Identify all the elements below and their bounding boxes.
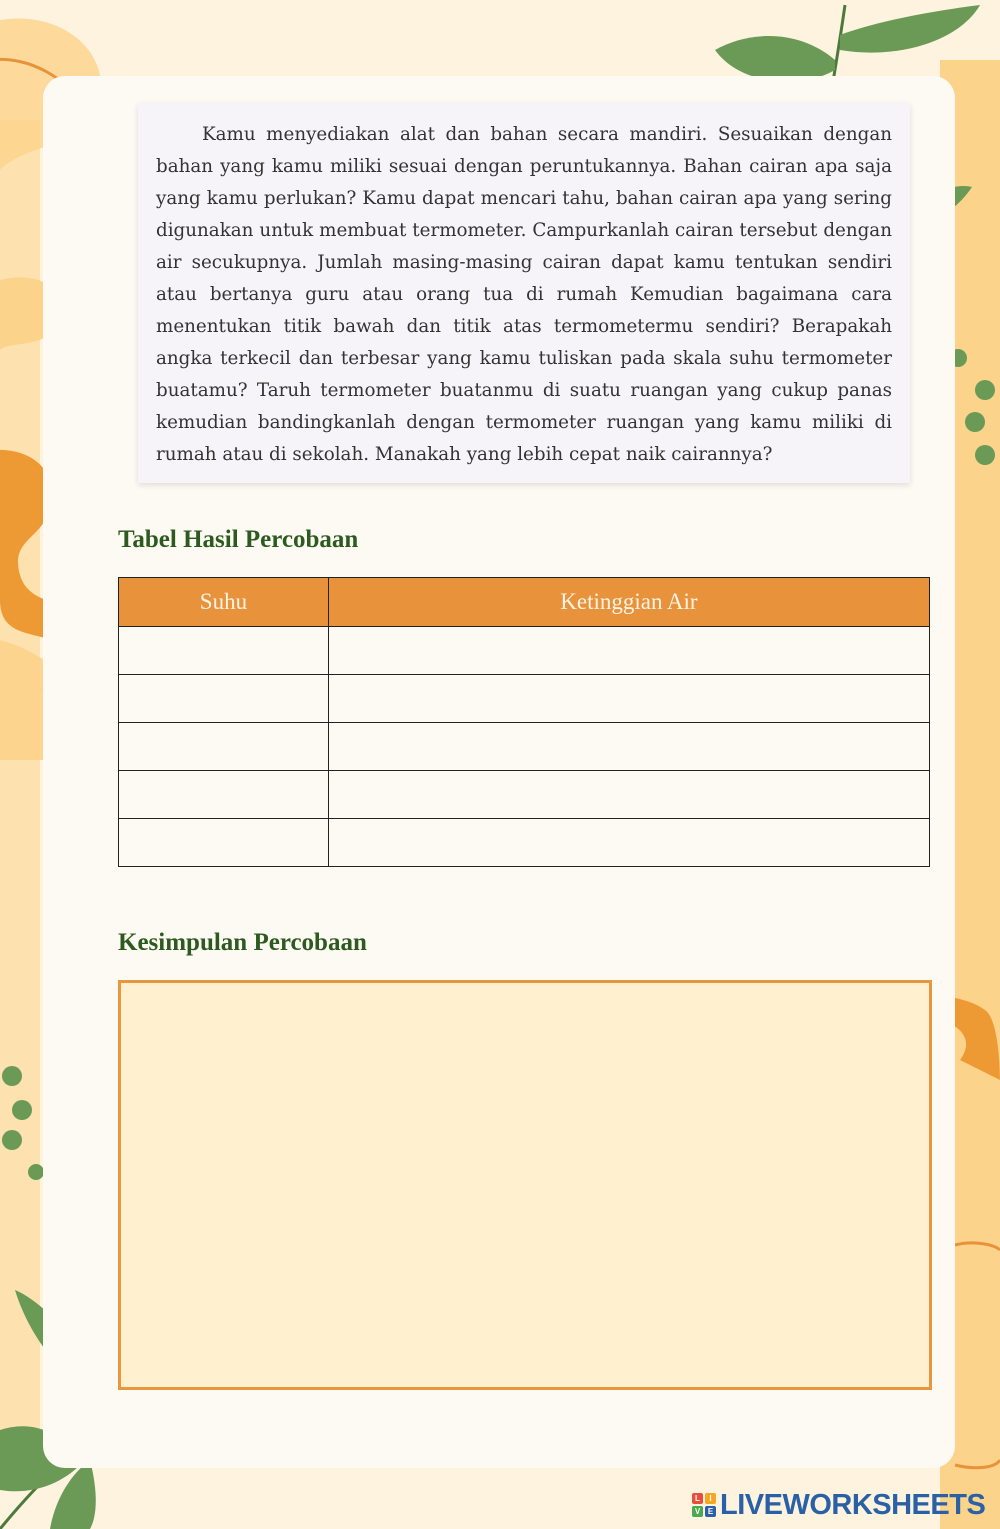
table-cell-ketinggian-air[interactable] xyxy=(328,675,929,723)
table-row xyxy=(119,819,930,867)
conclusion-answer-box[interactable] xyxy=(118,980,932,1390)
table-cell-suhu[interactable] xyxy=(119,627,329,675)
results-table-title: Tabel Hasil Percobaan xyxy=(118,526,359,553)
results-table xyxy=(118,577,930,867)
liveworksheets-logo xyxy=(692,1489,985,1521)
column-header-suhu: Suhu xyxy=(119,578,329,627)
table-cell-suhu[interactable] xyxy=(119,675,329,723)
table-cell-suhu[interactable] xyxy=(119,771,329,819)
table-cell-ketinggian-air[interactable] xyxy=(328,819,929,867)
conclusion-title: Kesimpulan Percobaan xyxy=(118,929,367,956)
table-row xyxy=(119,723,930,771)
instruction-passage: Kamu menyediakan alat dan bahan secara mandiri. Sesuaikan dengan bahan yang kamu miliki sesuai dengan peruntukannya. Bahan cairan apa saja yang kamu perlukan? Kamu dapat mencari tahu, bahan cairan apa yang sering digunakan untuk membuat termometer. Campurkanlah cairan tersebut dengan air secukupnya. Jumlah masing-masing cairan dapat kamu tentukan sendiri atau bertanya guru atau orang tua di rumah Kemudian bagaimana cara menentukan titik bawah dan titik atas termometermu sendiri? Berapakah angka terkecil dan terbesar yang kamu tuliskan pada skala suhu termometer buatamu? Taruh termometer buatanmu di suatu ruangan yang cukup panas kemudian bandingkanlah dengan termometer ruangan yang kamu miliki di rumah atau di sekolah. Manakah yang lebih cepat naik cairannya? xyxy=(156,124,892,465)
column-header-ketinggian-air: Ketinggian Air xyxy=(328,578,929,627)
logo-grid-icon: L I V E xyxy=(692,1493,716,1517)
table-header-row xyxy=(119,578,930,627)
table-cell-ketinggian-air[interactable] xyxy=(328,627,929,675)
table-row xyxy=(119,675,930,723)
table-row xyxy=(119,771,930,819)
logo-text: LIVEWORKSHEETS xyxy=(720,1488,986,1521)
table-cell-suhu[interactable] xyxy=(119,819,329,867)
table-cell-ketinggian-air[interactable] xyxy=(328,723,929,771)
table-cell-suhu[interactable] xyxy=(119,723,329,771)
table-cell-ketinggian-air[interactable] xyxy=(328,771,929,819)
table-row xyxy=(119,627,930,675)
